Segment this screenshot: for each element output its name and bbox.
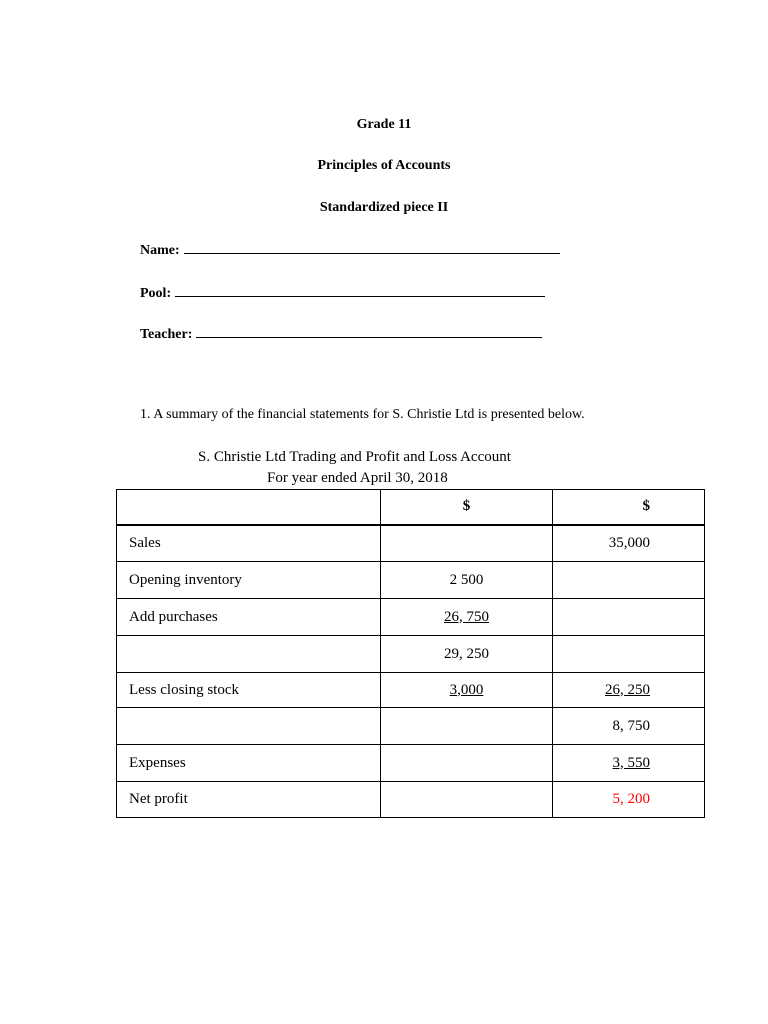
row-col2: 26, 750: [444, 608, 489, 625]
name-blank-line[interactable]: [184, 241, 560, 254]
row-col3: 8, 750: [553, 708, 705, 745]
pool-field: [140, 284, 545, 302]
subject-heading: Principles of Accounts: [317, 158, 451, 173]
row-col3: 26, 250: [605, 681, 650, 698]
table-row: [117, 673, 705, 708]
row-col2: 3,000: [449, 681, 484, 698]
row-label: [117, 636, 381, 673]
table-row: [117, 599, 705, 636]
table-row: [117, 525, 705, 562]
table-subtitle: For year ended April 30, 2018: [267, 470, 448, 486]
account-table: [116, 489, 705, 818]
teacher-field: [140, 325, 542, 343]
row-label: Sales: [117, 525, 381, 562]
row-label: Add purchases: [117, 599, 381, 636]
row-label: [117, 708, 381, 745]
row-label: Net profit: [117, 782, 381, 818]
row-col2: [381, 745, 553, 782]
row-col3: 3, 550: [612, 754, 650, 771]
piece-heading: Standardized piece II: [319, 200, 449, 215]
row-col3: [553, 636, 705, 673]
row-col2: [381, 782, 553, 818]
name-label: Name:: [140, 243, 180, 258]
header-cell-blank: [117, 490, 381, 525]
row-col3: 35,000: [553, 525, 705, 562]
table-row: [117, 636, 705, 673]
header-cell-dollar-1: $: [381, 490, 553, 525]
row-col2: 29, 250: [381, 636, 553, 673]
row-label: Less closing stock: [117, 673, 381, 708]
table-row: [117, 562, 705, 599]
row-col2: 2 500: [381, 562, 553, 599]
row-label: Expenses: [117, 745, 381, 782]
table-row: [117, 782, 705, 818]
row-col2: [381, 525, 553, 562]
teacher-label: Teacher:: [140, 327, 193, 342]
net-profit-value: 5, 200: [553, 782, 705, 818]
row-col3: [553, 562, 705, 599]
row-label: Opening inventory: [117, 562, 381, 599]
table-title: S. Christie Ltd Trading and Profit and Loss Account: [198, 449, 511, 465]
table-row: [117, 708, 705, 745]
teacher-blank-line[interactable]: [196, 325, 542, 338]
name-field: [140, 241, 560, 259]
pool-blank-line[interactable]: [175, 284, 545, 297]
row-col3: [553, 599, 705, 636]
table-row: [117, 745, 705, 782]
question-text: 1. A summary of the financial statements for S. Christie Ltd is presented below.: [140, 407, 585, 422]
grade-heading: Grade 11: [356, 117, 412, 132]
pool-label: Pool:: [140, 286, 172, 301]
row-col2: [381, 708, 553, 745]
header-cell-dollar-2: $: [553, 490, 705, 525]
table-header-row: [117, 490, 705, 525]
